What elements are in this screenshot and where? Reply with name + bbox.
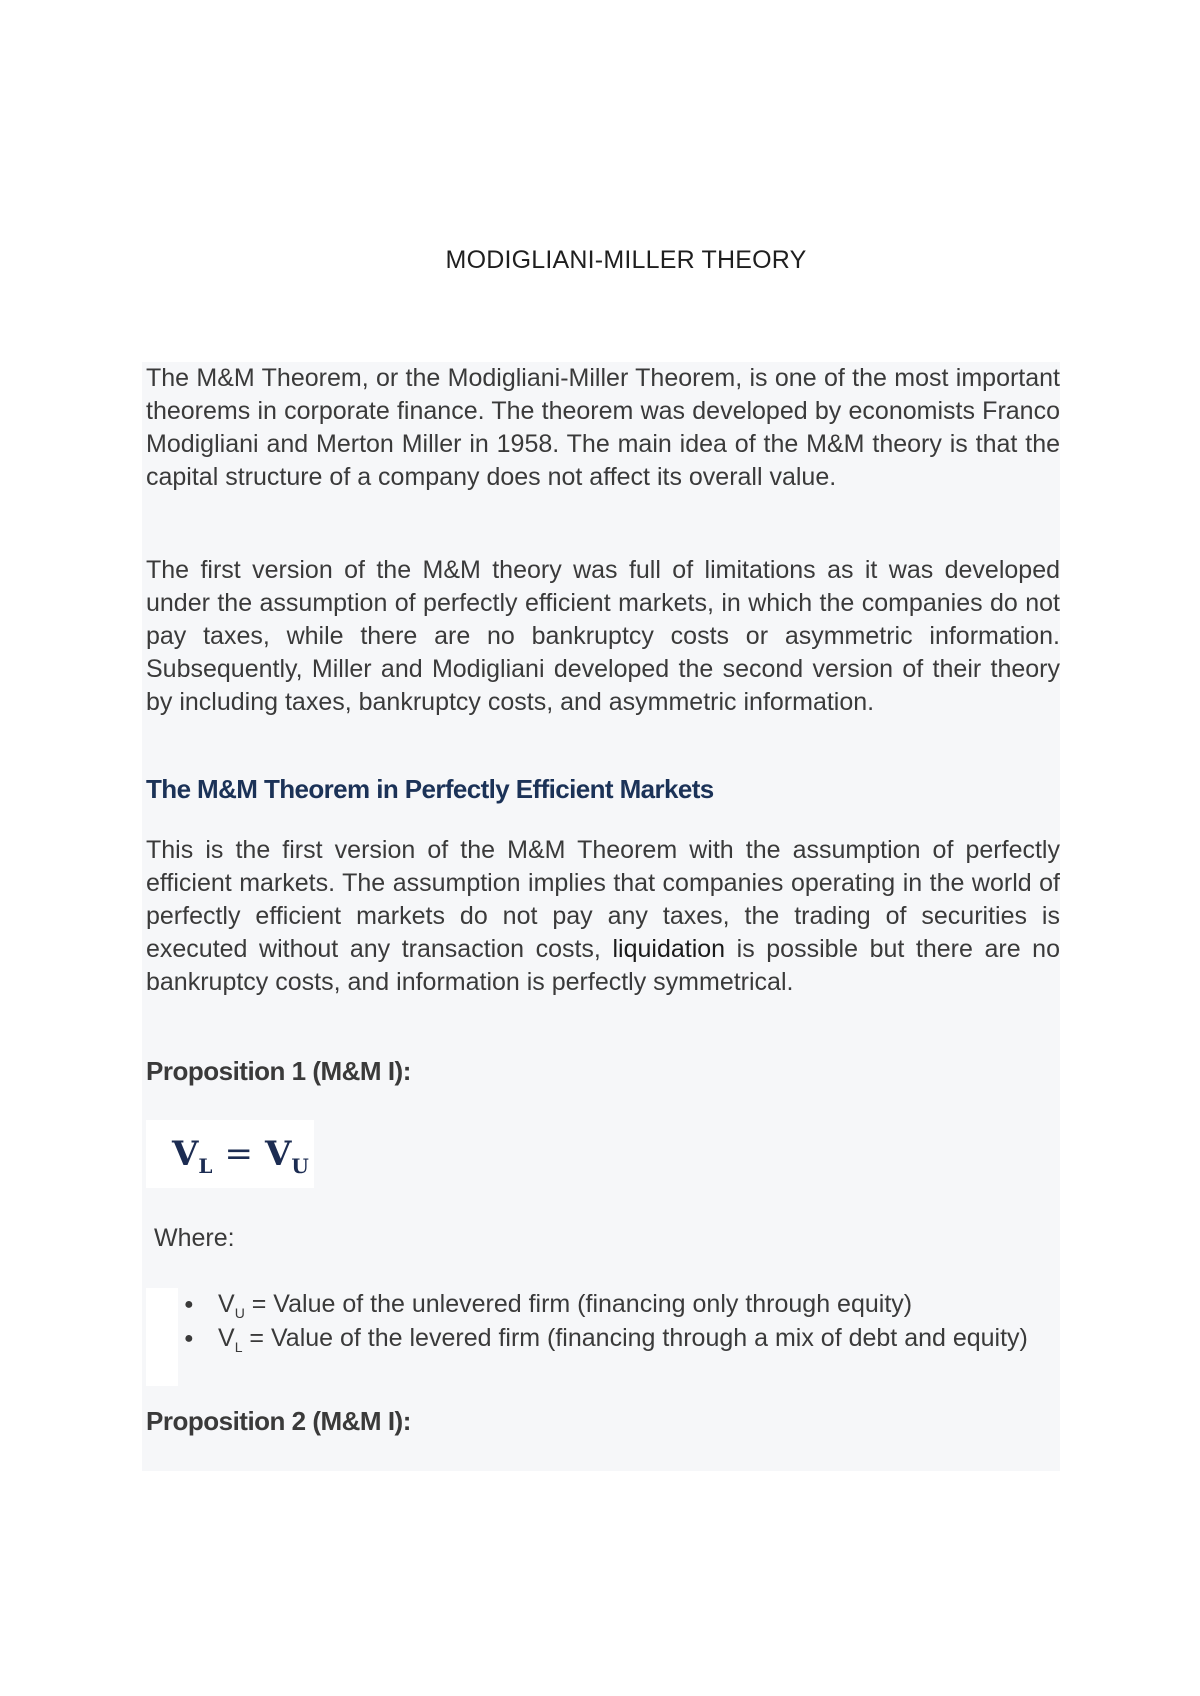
bullet-symbol: V (218, 1324, 235, 1352)
third-paragraph-text-start: This is the first version of the M&M Theorem with the assumption of perfectly efficient markets. The assumption implies that companies operating in the world of perfectly efficient markets do not pay any taxes, the trading of securities is executed without any transaction costs, (146, 836, 1060, 963)
third-paragraph (146, 834, 1060, 999)
bullet-gutter (146, 1288, 178, 1386)
formula-lhs-sub: L (198, 1153, 213, 1178)
formula-box (146, 1120, 314, 1188)
intro-paragraph: The M&M Theorem, or the Modigliani-Miller Theorem, is one of the most important theorems in corporate finance. The theorem was developed by economists Franco Modigliani and Merton Miller in 1958. The main idea of the M&M theory is that the capital structure of a company does not affect its overall value. (146, 364, 1060, 491)
third-paragraph-text-end: is possible but there are no bankruptcy costs, and information is perfectly symmetrical. (146, 935, 1060, 996)
content-block (142, 362, 1060, 1471)
page-title: MODIGLIANI-MILLER THEORY (445, 246, 807, 274)
formula-rhs: V (264, 1134, 292, 1174)
formula-lhs: V (172, 1134, 199, 1174)
bullet-text: = Value of the levered firm (financing through a mix of debt and equity) (242, 1324, 1028, 1352)
proposition-1-heading: Proposition 1 (M&M I): (146, 1056, 411, 1086)
list-item (184, 1322, 1060, 1364)
bullet-symbol-sub: L (234, 1339, 243, 1355)
bullet-symbol: V (218, 1290, 235, 1318)
proposition-2-heading: Proposition 2 (M&M I): (146, 1406, 411, 1436)
bullet-dot-icon: ● (184, 1330, 194, 1347)
where-label: Where: (154, 1224, 235, 1252)
bullet-text: = Value of the unlevered firm (financing only through equity) (244, 1290, 913, 1318)
second-paragraph: The first version of the M&M theory was full of limitations as it was developed under the assumption of perfectly efficient markets, in which the companies do not pay taxes, while there are no bankruptcy costs or asymmetric information. Subsequently, Miller and Modigliani developed the second version of their theory by including taxes, bankruptcy costs, and asymmetric information. (146, 556, 1060, 716)
formula-rhs-sub: U (291, 1153, 309, 1178)
section-heading: The M&M Theorem in Perfectly Efficient Markets (146, 774, 714, 804)
bullet-symbol-sub: U (234, 1305, 245, 1321)
liquidation-link[interactable]: liquidation (612, 935, 726, 963)
formula-equals: = (224, 1134, 253, 1174)
formula-vl-equals-vu (172, 1134, 309, 1178)
bullet-dot-icon: ● (184, 1296, 194, 1313)
